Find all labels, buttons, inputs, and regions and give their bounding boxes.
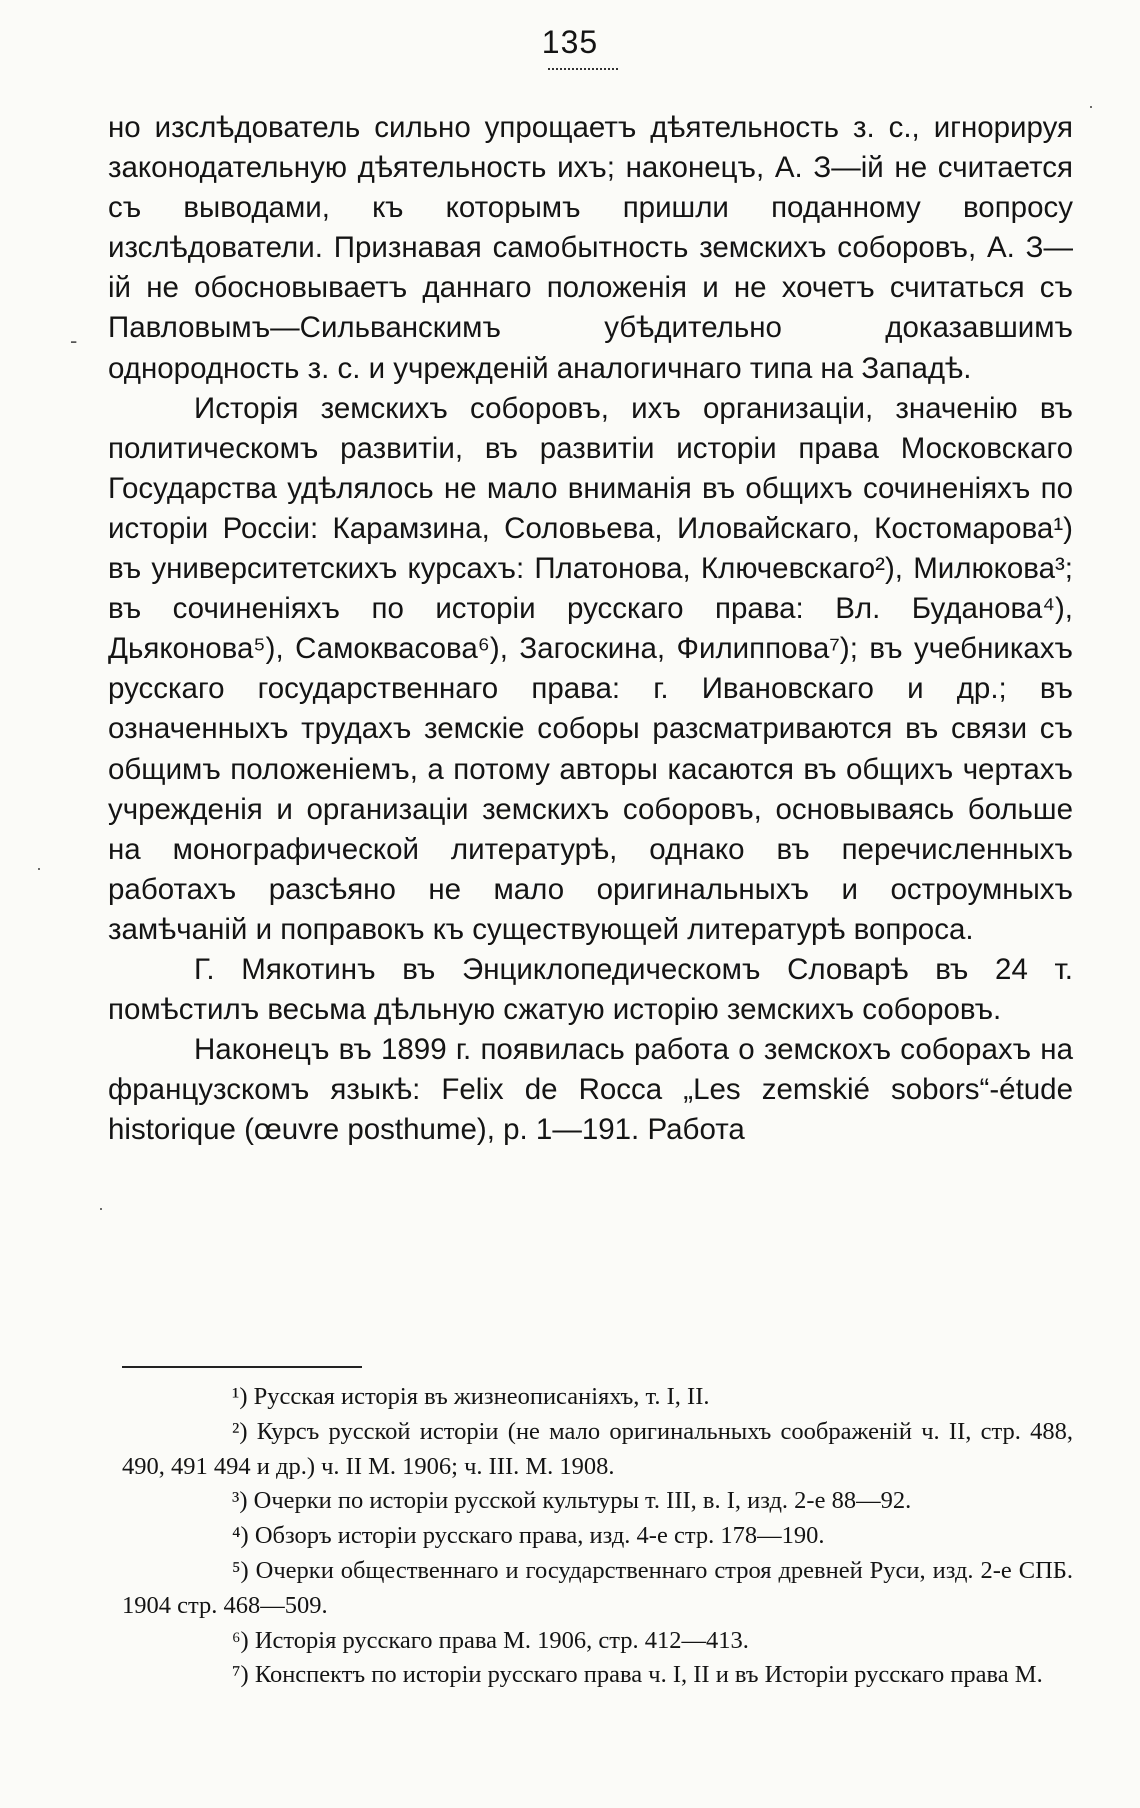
footnote-5: ⁵) Очерки общественнаго и государственнаго строя древней Руси, изд. 2-е СПБ. 1904 стр. 468—509. <box>122 1556 1073 1619</box>
footnote-3: ³) Очерки по исторіи русской культуры т. III, в. I, изд. 2-е 88—92. <box>232 1487 912 1515</box>
margin-dot: · <box>36 858 42 878</box>
paragraph-history: Исторія земскихъ соборовъ, ихъ организаціи, значенію въ политическомъ развитіи, въ развитіи исторіи права Московскаго Государства удѣлялось не мало вниманія въ общихъ сочиненіяхъ по исторіи Россіи: Карамзина, Соловьева, Иловайскаго, Костомарова¹) въ университетскихъ курсахъ: Платонова, Ключевскаго²), Милюкова³; въ сочиненіяхъ по исторіи русскаго права: Вл. Буданова⁴), Дьяконова⁵), Самоквасова⁶), Загоскина, Филиппова⁷); въ учебникахъ русскаго государственнаго права: г. Ивановскаго и др.; въ означенныхъ трудахъ земскіе соборы разсматриваются въ связи съ общимъ положеніемъ, а потому авторы касаются въ общихъ чертахъ учрежденія и организаціи земскихъ соборовъ, основываясь больше на монографической литературѣ, однако въ перечисленныхъ работахъ разсѣяно не мало оригинальныхъ и остроумныхъ замѣчаній и поправокъ къ существующей литературѣ вопроса. <box>108 391 1073 946</box>
footnote-2: ²) Курсъ русской исторіи (не мало оригинальныхъ соображеній ч. II, стр. 488, 490, 491 494 и др.) ч. II М. 1906; ч. III. М. 1908. <box>122 1417 1073 1480</box>
page-number-rule <box>548 68 618 70</box>
paragraph-rocca: Наконецъ въ 1899 г. появилась работа о земскохъ соборахъ на французскомъ языкѣ: Felix de Rocca „Les zemskié sobors“-étude historique (œuvre posthume), p. 1—191. Работа <box>108 1033 1073 1147</box>
footnote-6: ⁶) Исторія русскаго права М. 1906, стр. 412—413. <box>232 1626 749 1654</box>
footnote-7: ⁷) Конспектъ по исторіи русскаго права ч. I, II и въ Исторіи русскаго права М. <box>232 1661 1043 1689</box>
margin-dot: · <box>98 1198 104 1218</box>
paragraph-continuation: но изслѣдователь сильно упрощаетъ дѣятельность з. с., игнорируя законодательную дѣятельность ихъ; наконецъ, А. З—ій не считается съ выводами, къ которымъ пришли поданному вопросу изслѣдователи. Признавая самобытность земскихъ соборовъ, А. З—ій не обосновываетъ даннаго положенія и не хочетъ считаться съ Павловымъ—Сильванскимъ убѣдительно доказавшимъ однородность з. с. и учрежденій аналогичнаго типа на Западѣ. <box>108 111 1073 385</box>
page-number: 135 <box>541 24 599 60</box>
margin-dot: · <box>1088 96 1094 116</box>
margin-mark: - <box>70 328 78 353</box>
footnotes <box>122 1380 1073 1693</box>
paragraph-myakotin: Г. Мякотинъ въ Энциклопедическомъ Словарѣ въ 24 т. помѣстилъ весьма дѣльную сжатую исторію земскихъ соборовъ. <box>108 952 1073 1027</box>
footnote-1: ¹) Русская исторія въ жизнеописаніяхъ, т. I, II. <box>232 1383 710 1410</box>
footnote-4: ⁴) Обзоръ исторіи русскаго права, изд. 4-е стр. 178—190. <box>232 1522 825 1550</box>
footnote-separator <box>122 1366 362 1368</box>
main-text <box>108 108 1073 1150</box>
